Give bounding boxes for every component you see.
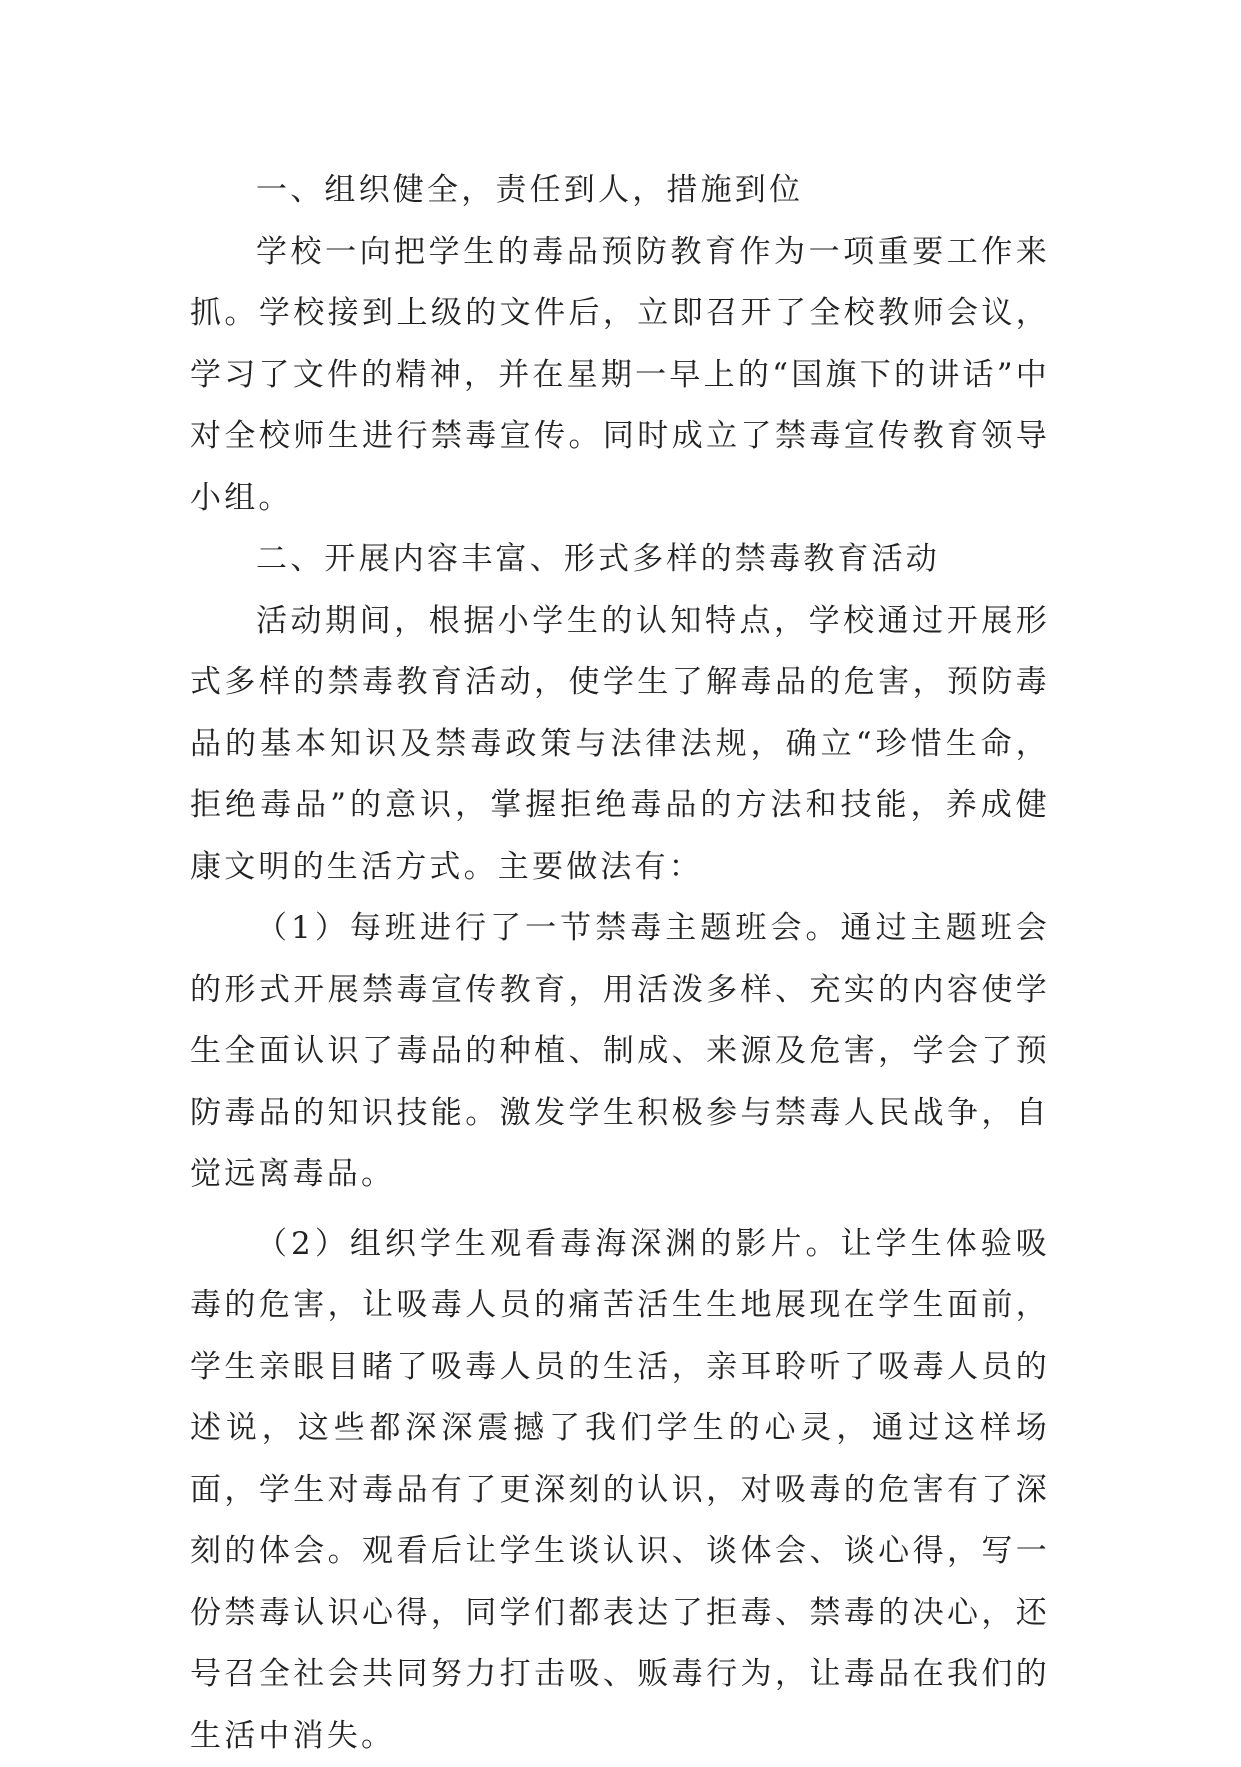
section-heading-2: 二、开展内容丰富、形式多样的禁毒教育活动: [190, 529, 1050, 591]
paragraph-gap: [190, 1206, 1050, 1214]
list-item-1: （1）每班进行了一节禁毒主题班会。通过主题班会的形式开展禁毒宣传教育，用活泼多样、充实的内容使学生全面认识了毒品的种植、制成、来源及危害，学会了预防毒品的知识技能。激发学生积极参与禁毒人民战争，自觉远离毒品。: [190, 898, 1050, 1206]
section-heading-1: 一、组织健全，责任到人，措施到位: [190, 160, 1050, 222]
paragraph-1: 学校一向把学生的毒品预防教育作为一项重要工作来抓。学校接到上级的文件后，立即召开了全校教师会议，学习了文件的精神，并在星期一早上的“国旗下的讲话”中对全校师生进行禁毒宣传。同时成立了禁毒宣传教育领导小组。: [190, 222, 1050, 530]
paragraph-2: 活动期间，根据小学生的认知特点，学校通过开展形式多样的禁毒教育活动，使学生了解毒品的危害，预防毒品的基本知识及禁毒政策与法律法规，确立“珍惜生命，拒绝毒品”的意识，掌握拒绝毒品的方法和技能，养成健康文明的生活方式。主要做法有：: [190, 591, 1050, 899]
document-body: [190, 160, 1050, 1767]
list-item-2: （2）组织学生观看毒海深渊的影片。让学生体验吸毒的危害，让吸毒人员的痛苦活生生地展现在学生面前，学生亲眼目睹了吸毒人员的生活，亲耳聆听了吸毒人员的述说，这些都深深震撼了我们学生的心灵，通过这样场面，学生对毒品有了更深刻的认识，对吸毒的危害有了深刻的体会。观看后让学生谈认识、谈体会、谈心得，写一份禁毒认识心得，同学们都表达了拒毒、禁毒的决心，还号召全社会共同努力打击吸、贩毒行为，让毒品在我们的生活中消失。: [190, 1214, 1050, 1767]
